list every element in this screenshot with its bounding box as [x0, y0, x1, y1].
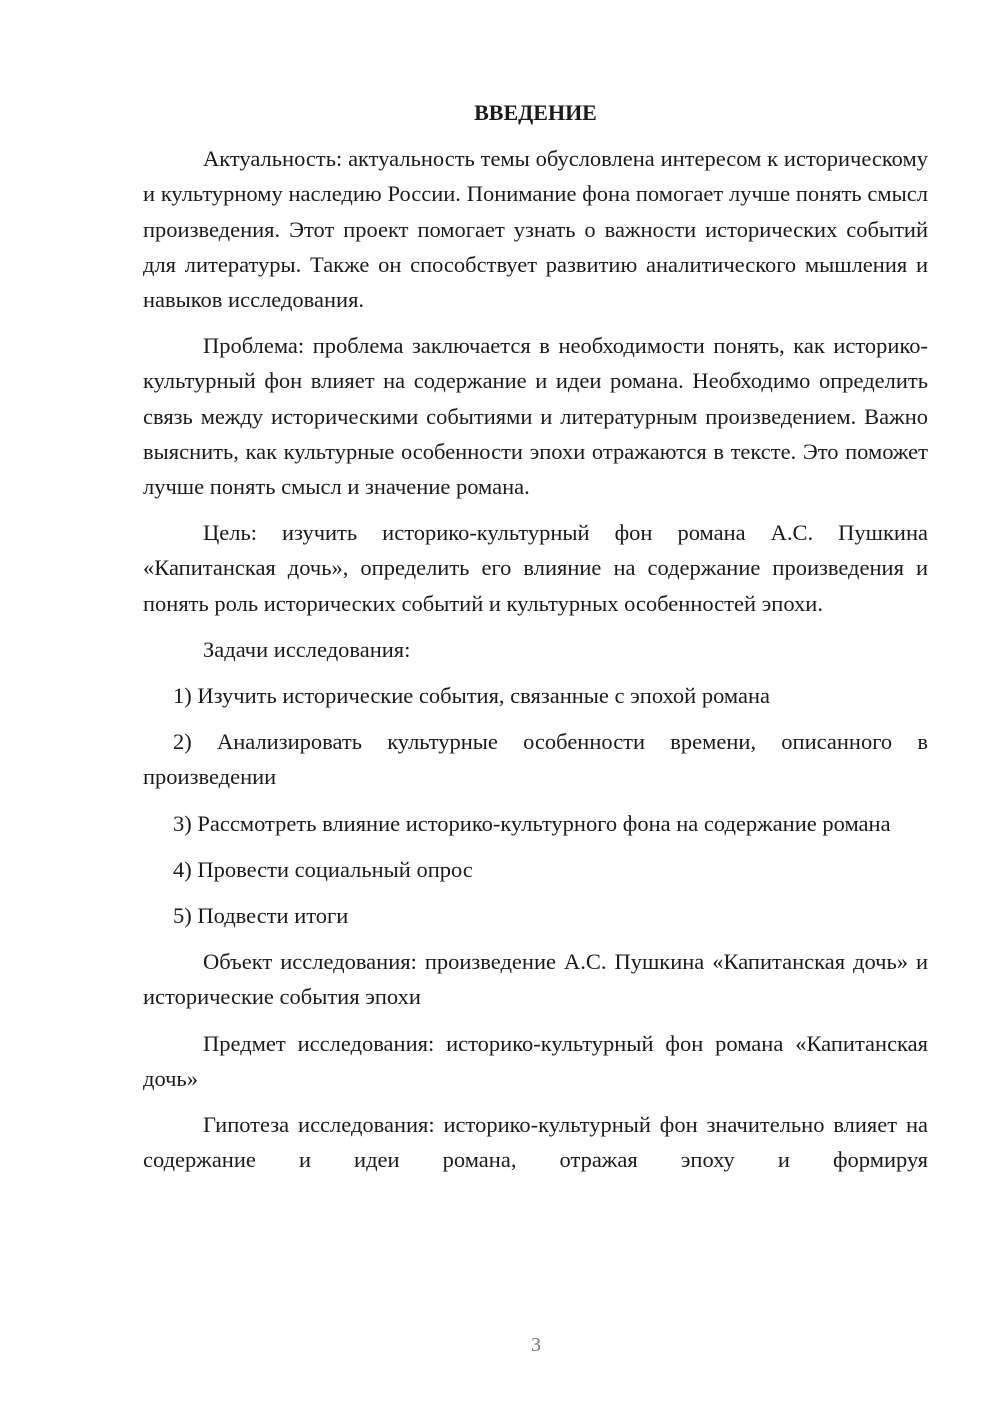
- task-item: 5) Подвести итоги: [173, 903, 349, 929]
- task-item: 1) Изучить исторические события, связанные с эпохой романа: [173, 683, 770, 709]
- paragraph-tasks-heading: Задачи исследования:: [203, 636, 411, 662]
- paragraph-hypothesis: Гипотеза исследования: историко-культурный фон значительно влияет на содержание и идеи романа, отражая эпоху и формируя: [143, 1112, 928, 1173]
- paragraph-goal: Цель: изучить историко-культурный фон романа А.С. Пушкина «Капитанская дочь», определить его влияние на содержание произведения и понять роль исторических событий и культурных особенностей эпохи.: [143, 520, 928, 616]
- paragraph-subject: Предмет исследования: историко-культурный фон романа «Капитанская дочь»: [143, 1030, 928, 1091]
- paragraph-problem: Проблема: проблема заключается в необходимости понять, как историко-культурный фон влияет на содержание и идеи романа. Необходимо определить связь между историческими событиями и литературным произведением. Важно выяснить, как культурные особенности эпохи отражаются в тексте. Это поможет лучше понять смысл и значение романа.: [143, 333, 928, 500]
- page-number: 3: [531, 1334, 541, 1356]
- task-item: 3) Рассмотреть влияние историко-культурного фона на содержание романа: [173, 810, 891, 836]
- task-item: 4) Провести социальный опрос: [173, 856, 473, 882]
- paragraph-relevance: Актуальность: актуальность темы обусловлена интересом к историческому и культурному наследию России. Понимание фона помогает лучше понять смысл произведения. Этот проект помогает узнать о важности исторических событий для литературы. Также он способствует развитию аналитического мышления и навыков исследования.: [143, 146, 928, 313]
- document-page: [143, 95, 928, 1188]
- paragraph-object: Объект исследования: произведение А.С. Пушкина «Капитанская дочь» и исторические события эпохи: [143, 949, 928, 1010]
- section-title: ВВЕДЕНИЕ: [474, 100, 597, 125]
- task-item: 2) Анализировать культурные особенности времени, описанного в произведении: [143, 729, 928, 790]
